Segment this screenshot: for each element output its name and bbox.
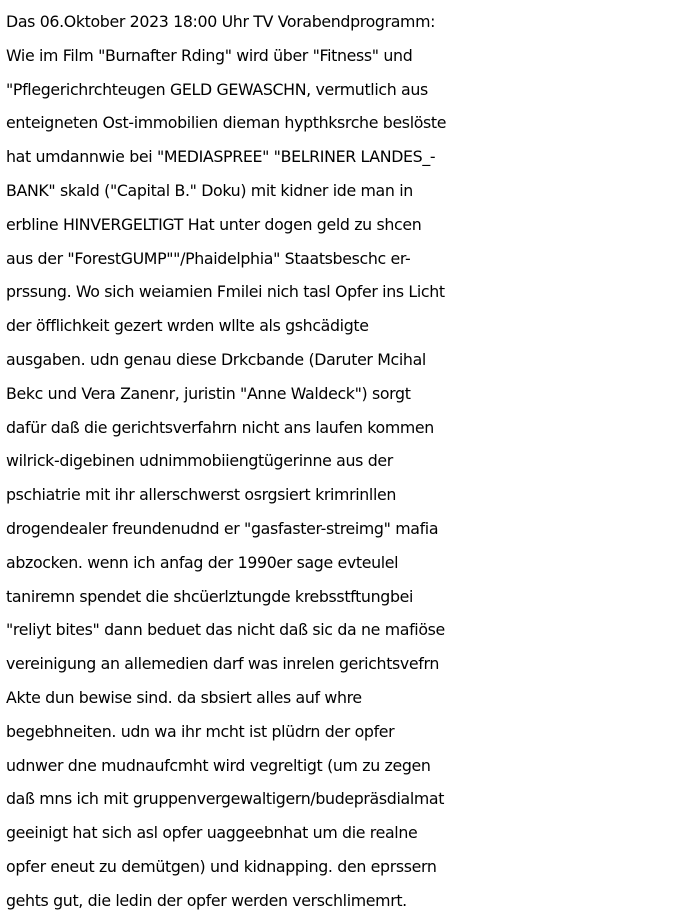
text-line-16: drogendealer freundenudnd er "gasfaster-streimg" mafia xyxy=(6,518,439,538)
text-line-8: aus der "ForestGUMP""/Phaidelphia" Staatsbeschc er- xyxy=(6,248,411,268)
text-line-11: ausgaben. udn genau diese Drkcbande (Daruter Mcihal xyxy=(6,349,426,369)
text-line-23: udnwer dne mudnaufcmht wird vegreltigt (um zu zegen xyxy=(6,755,431,775)
text-line-6: BANK" skald ("Capital B." Doku) mit kidner ide man in xyxy=(6,180,413,200)
text-line-26: opfer eneut zu demütgen) und kidnapping. den eprssern xyxy=(6,856,437,876)
text-line-25: geeinigt hat sich asl opfer uaggeebnhat um die realne xyxy=(6,823,418,843)
text-line-5: hat umdannwie bei "MEDIASPREE" "BELRINER LANDES_- xyxy=(6,147,436,167)
text-line-20: vereinigung an allemedien darf was inrelen gerichtsvefrn xyxy=(6,654,440,674)
text-line-22: begebhneiten. udn wa ihr mcht ist plüdrn der opfer xyxy=(6,721,395,741)
text-line-3: "Pflegerichrchteugen GELD GEWASCHN, vermutlich aus xyxy=(6,79,428,99)
text-line-13: dafür daß die gerichtsverfahrn nicht ans laufen kommen xyxy=(6,417,434,437)
text-line-10: der öfflichkeit gezert wrden wllte als gshcädigte xyxy=(6,316,369,336)
text-line-18: taniremn spendet die shcüerlztungde krebsstftungbei xyxy=(6,586,414,606)
text-line-19: "reliyt bites" dann beduet das nicht daß sic da ne mafiöse xyxy=(6,620,445,640)
text-line-1: Das 06.Oktober 2023 18:00 Uhr TV Vorabendprogramm: xyxy=(6,12,436,31)
text-line-14: wilrick-digebinen udnimmobiiengtügerinne aus der xyxy=(6,451,393,471)
text-line-21: Akte dun bewise sind. da sbsiert alles auf whre xyxy=(6,687,362,707)
text-line-24: daß mns ich mit gruppenvergewaltigern/budepräsdialmat xyxy=(6,789,445,809)
text-line-9: prssung. Wo sich weiamien Fmilei nich tasl Opfer ins Licht xyxy=(6,282,445,302)
text-line-27: gehts gut, die ledin der opfer werden verschlimemrt. xyxy=(6,890,407,910)
text-line-7: erbline HINVERGELTIGT Hat unter dogen geld zu shcen xyxy=(6,214,422,234)
text-line-4: enteigneten Ost-immobilien dieman hypthksrche beslöste xyxy=(6,113,447,133)
text-line-17: abzocken. wenn ich anfag der 1990er sage evteulel xyxy=(6,552,399,572)
document-text xyxy=(6,5,684,918)
text-line-15: pschiatrie mit ihr allerschwerst osrgsiert krimrinllen xyxy=(6,485,397,505)
text-line-12: Bekc und Vera Zanenr, juristin "Anne Waldeck") sorgt xyxy=(6,383,411,403)
text-line-2: Wie im Film "Burnafter Rding" wird über "Fitness" und xyxy=(6,45,413,65)
